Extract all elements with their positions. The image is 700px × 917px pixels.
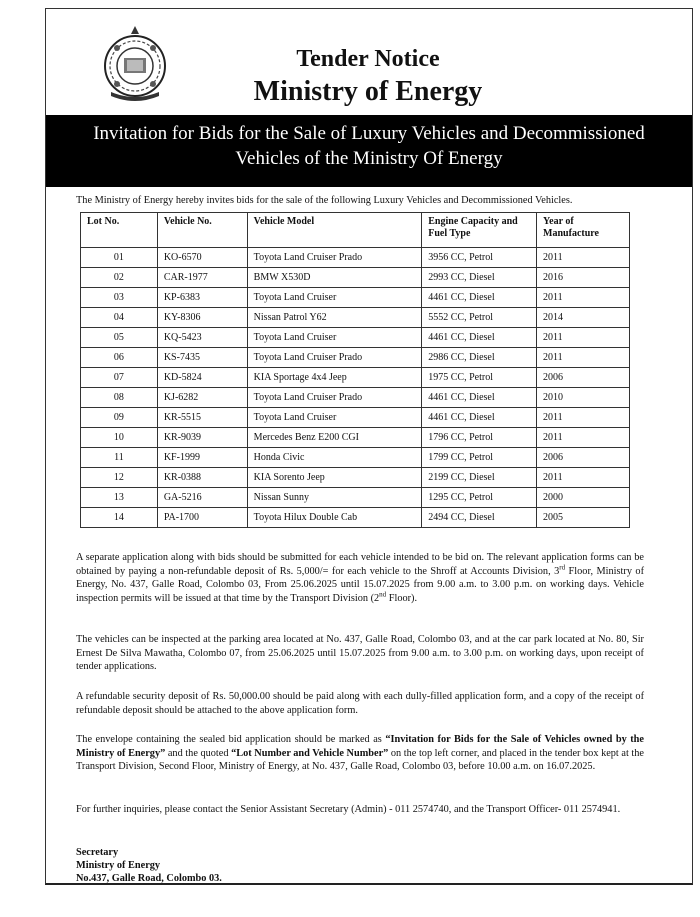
year-cell: 2014	[537, 308, 630, 328]
vehicle-no-cell: KY-8306	[157, 308, 247, 328]
government-emblem-icon	[97, 22, 173, 106]
year-cell: 2000	[537, 488, 630, 508]
p4-part-e: on the top left corner, and placed in the tender box kept at the Transport Division, Second Floor, Ministry of Energy, at No. 437, Galle Road, Colombo 03, before 10.00 a.m. on 16.07.2025.	[76, 747, 644, 773]
engine-cell: 1295 CC, Petrol	[422, 488, 537, 508]
vehicle-no-cell: GA-5216	[157, 488, 247, 508]
lot-no-cell: 09	[81, 408, 158, 428]
header-lot-no: Lot No.	[81, 213, 158, 248]
signature-ministry: Ministry of Energy	[76, 860, 161, 871]
engine-cell: 4461 CC, Diesel	[422, 388, 537, 408]
intro-text: The Ministry of Energy hereby invites bids for the sale of the following Luxury Vehicles and Decommissioned Vehicles.	[76, 195, 573, 206]
engine-cell: 2494 CC, Diesel	[422, 508, 537, 528]
signature-block	[76, 846, 222, 885]
year-cell: 2011	[537, 428, 630, 448]
lot-no-cell: 06	[81, 348, 158, 368]
vehicle-model-cell: Toyota Land Cruiser Prado	[247, 248, 422, 268]
vehicle-no-cell: KR-5515	[157, 408, 247, 428]
lot-no-cell: 10	[81, 428, 158, 448]
year-cell: 2011	[537, 468, 630, 488]
vehicle-no-cell: KD-5824	[157, 368, 247, 388]
header-engine-capacity	[422, 213, 537, 248]
vehicle-model-cell: KIA Sorento Jeep	[247, 468, 422, 488]
engine-cell: 2993 CC, Diesel	[422, 268, 537, 288]
vehicle-no-cell: KP-6383	[157, 288, 247, 308]
year-cell: 2011	[537, 288, 630, 308]
p1-part-c: Floor).	[386, 592, 418, 604]
vehicle-model-cell: Toyota Land Cruiser Prado	[247, 388, 422, 408]
engine-cell: 2199 CC, Diesel	[422, 468, 537, 488]
table-row	[81, 268, 630, 288]
engine-cell: 4461 CC, Diesel	[422, 288, 537, 308]
header-year-line-2: Manufacture	[543, 228, 599, 239]
inspection-paragraph: The vehicles can be inspected at the parking area located at No. 437, Galle Road, Colombo 03, and at the car park located at No. 80, Sir Ernest De Silva Mawatha, Colombo 07, from 25.06.2025 until 15.07.2025 from 9.00 a.m. to 3.00 p.m. on working days, upon receipt of tender applications.	[76, 634, 644, 673]
inquiries-paragraph: For further inquiries, please contact the Senior Assistant Secretary (Admin) - 011 2574740, and the Transport Officer- 011 2574941.	[76, 804, 621, 815]
engine-cell: 1796 CC, Petrol	[422, 428, 537, 448]
lot-no-cell: 12	[81, 468, 158, 488]
lot-no-cell: 04	[81, 308, 158, 328]
banner-line-1: Invitation for Bids for the Sale of Luxury Vehicles and Decommissioned	[93, 123, 645, 144]
lot-no-cell: 14	[81, 508, 158, 528]
table-row	[81, 408, 630, 428]
lot-no-cell: 07	[81, 368, 158, 388]
lot-no-cell: 02	[81, 268, 158, 288]
year-cell: 2016	[537, 268, 630, 288]
vehicle-no-cell: KF-1999	[157, 448, 247, 468]
banner-line-2: Vehicles of the Ministry Of Energy	[235, 148, 503, 169]
vehicle-model-cell: Toyota Land Cruiser	[247, 328, 422, 348]
year-cell: 2010	[537, 388, 630, 408]
year-cell: 2011	[537, 248, 630, 268]
ministry-title: Ministry of Energy	[253, 76, 483, 107]
year-cell: 2006	[537, 448, 630, 468]
table-row	[81, 508, 630, 528]
engine-cell: 2986 CC, Diesel	[422, 348, 537, 368]
vehicle-model-cell: Nissan Sunny	[247, 488, 422, 508]
p4-bold-lot: “Lot Number and Vehicle Number”	[231, 747, 389, 759]
p1-sup-nd: nd	[379, 590, 387, 599]
vehicle-model-cell: BMW X530D	[247, 268, 422, 288]
header-vehicle-model: Vehicle Model	[247, 213, 422, 248]
vehicle-model-cell: Toyota Land Cruiser	[247, 408, 422, 428]
vehicle-no-cell: PA-1700	[157, 508, 247, 528]
lot-no-cell: 13	[81, 488, 158, 508]
vehicle-no-cell: KR-0388	[157, 468, 247, 488]
vehicle-no-cell: KO-6570	[157, 248, 247, 268]
engine-cell: 1975 CC, Petrol	[422, 368, 537, 388]
lot-no-cell: 08	[81, 388, 158, 408]
table-row	[81, 368, 630, 388]
vehicle-table	[80, 212, 630, 528]
signature-title: Secretary	[76, 847, 119, 858]
engine-cell: 4461 CC, Diesel	[422, 408, 537, 428]
year-cell: 2006	[537, 368, 630, 388]
table-row	[81, 428, 630, 448]
p4-part-c: and the quoted	[165, 747, 232, 759]
header-year-line-1: Year of	[543, 216, 574, 227]
vehicle-model-cell: Mercedes Benz E200 CGI	[247, 428, 422, 448]
vehicle-model-cell: KIA Sportage 4x4 Jeep	[247, 368, 422, 388]
year-cell: 2011	[537, 348, 630, 368]
vehicle-model-cell: Toyota Land Cruiser	[247, 288, 422, 308]
table-row	[81, 248, 630, 268]
year-cell: 2011	[537, 328, 630, 348]
table-row	[81, 308, 630, 328]
lot-no-cell: 01	[81, 248, 158, 268]
vehicle-model-cell: Toyota Land Cruiser Prado	[247, 348, 422, 368]
vehicle-no-cell: KR-9039	[157, 428, 247, 448]
lot-no-cell: 11	[81, 448, 158, 468]
table-row	[81, 468, 630, 488]
application-paragraph	[76, 551, 644, 605]
p4-bold-title: “Invitation for Bids for the Sale of Vehicles owned by the Ministry of Energy”	[76, 734, 644, 759]
lot-no-cell: 03	[81, 288, 158, 308]
p1-part-b: Floor, Ministry of Energy, No. 437, Galle Road, Colombo 03, From 25.06.2025 until 15.07.2025 from 9.00 a.m. to 3.00 p.m. on working days. Vehicle inspection permits will be issued at that time by the Transport Division (2	[76, 565, 644, 604]
header-engine-line-1: Engine Capacity and	[428, 216, 518, 227]
vehicle-model-cell: Honda Civic	[247, 448, 422, 468]
vehicle-no-cell: KQ-5423	[157, 328, 247, 348]
vehicle-no-cell: KS-7435	[157, 348, 247, 368]
table-row	[81, 388, 630, 408]
header-year	[537, 213, 630, 248]
table-row	[81, 348, 630, 368]
engine-cell: 4461 CC, Diesel	[422, 328, 537, 348]
vehicle-no-cell: KJ-6282	[157, 388, 247, 408]
table-row	[81, 288, 630, 308]
envelope-paragraph	[76, 733, 644, 774]
lot-no-cell: 05	[81, 328, 158, 348]
header-engine-line-2: Fuel Type	[428, 228, 471, 239]
notice-title: Tender Notice	[296, 46, 440, 72]
year-cell: 2005	[537, 508, 630, 528]
invitation-banner	[46, 115, 692, 187]
engine-cell: 3956 CC, Petrol	[422, 248, 537, 268]
vehicle-model-cell: Nissan Patrol Y62	[247, 308, 422, 328]
p4-part-a: The envelope containing the sealed bid application should be marked as	[76, 734, 386, 745]
p1-sup-rd: rd	[559, 563, 566, 572]
year-cell: 2011	[537, 408, 630, 428]
header-vehicle-no: Vehicle No.	[157, 213, 247, 248]
engine-cell: 1799 CC, Petrol	[422, 448, 537, 468]
deposit-paragraph: A refundable security deposit of Rs. 50,000.00 should be paid along with each dully-filled application form, and a copy of the receipt of refundable deposit should be attached to the above application form.	[76, 691, 644, 716]
engine-cell: 5552 CC, Petrol	[422, 308, 537, 328]
table-header-row	[81, 213, 630, 248]
vehicle-no-cell: CAR-1977	[157, 268, 247, 288]
signature-address: No.437, Galle Road, Colombo 03.	[76, 873, 222, 884]
p1-part-a: A separate application along with bids should be submitted for each vehicle intended to be bid on. The relevant application forms can be obtained by paying a non-refundable deposit of Rs. 5,000/= for each vehicle to the Shroff at Accounts Division, 3	[76, 552, 644, 577]
table-row	[81, 488, 630, 508]
vehicle-model-cell: Toyota Hilux Double Cab	[247, 508, 422, 528]
table-row	[81, 328, 630, 348]
table-row	[81, 448, 630, 468]
